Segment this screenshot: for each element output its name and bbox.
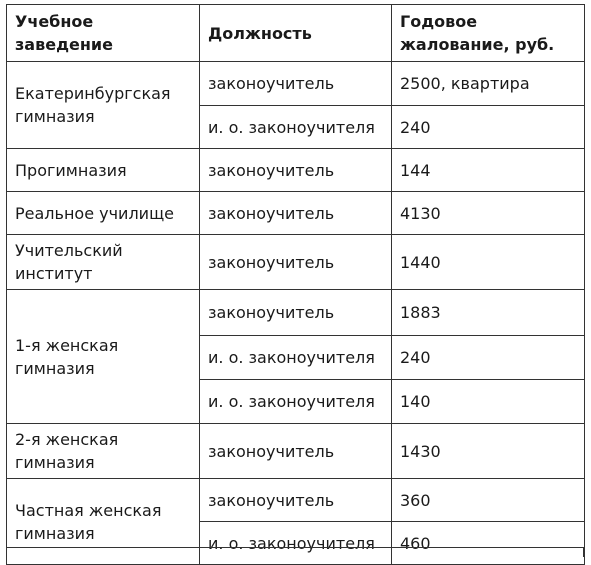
institution-cell: Учительский институт [7, 235, 200, 290]
next-table-row-edge [6, 547, 584, 556]
header-salary: Годовое жалование, руб. [392, 5, 585, 62]
salary-cell: 1883 [392, 290, 585, 336]
institution-cell: Прогимназия [7, 149, 200, 192]
institution-cell: Екатеринбургская гимназия [7, 62, 200, 149]
header-institution: Учебное заведение [7, 5, 200, 62]
position-cell: и. о. законоучителя [200, 522, 392, 565]
table-row [7, 424, 585, 479]
position-cell: законоучитель [200, 479, 392, 522]
table-row [7, 192, 585, 235]
position-cell: законоучитель [200, 235, 392, 290]
table-row [7, 235, 585, 290]
institution-cell: 1-я женская гимназия [7, 290, 200, 424]
salary-cell: 4130 [392, 192, 585, 235]
salary-cell: 460 [392, 522, 585, 565]
table-header-row [7, 5, 585, 62]
table-row [7, 479, 585, 522]
table-row [7, 62, 585, 106]
institution-cell: Реальное училище [7, 192, 200, 235]
position-cell: законоучитель [200, 290, 392, 336]
position-cell: законоучитель [200, 149, 392, 192]
position-cell: законоучитель [200, 192, 392, 235]
position-cell: и. о. законоучителя [200, 380, 392, 424]
salary-cell: 1440 [392, 235, 585, 290]
institution-cell: 2-я женская гимназия [7, 424, 200, 479]
salary-cell: 140 [392, 380, 585, 424]
salary-cell: 2500, квартира [392, 62, 585, 106]
header-position: Должность [200, 5, 392, 62]
position-cell: законоучитель [200, 424, 392, 479]
table-row [7, 290, 585, 336]
salary-table [6, 4, 585, 565]
table-row [7, 149, 585, 192]
salary-cell: 1430 [392, 424, 585, 479]
position-cell: и. о. законоучителя [200, 336, 392, 380]
position-cell: законоучитель [200, 62, 392, 106]
salary-cell: 240 [392, 336, 585, 380]
position-cell: и. о. законоучителя [200, 106, 392, 149]
salary-cell: 240 [392, 106, 585, 149]
institution-cell: Частная женская гимназия [7, 479, 200, 565]
salary-cell: 360 [392, 479, 585, 522]
salary-cell: 144 [392, 149, 585, 192]
